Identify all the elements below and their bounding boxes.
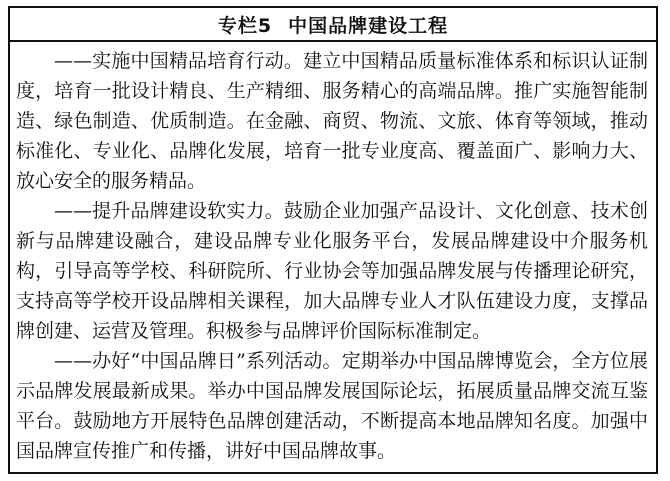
column-title: 中国品牌建设工程: [288, 14, 449, 37]
paragraph-3: ——办好“中国品牌日”系列活动。定期举办中国品牌博览会，全方位展示品牌发展最新成果。举办中国品牌发展国际论坛，拓展质量品牌交流互鉴平台。鼓励地方开展特色品牌创建活动，不断提高本地品牌知名度。加强中国品牌宣传推广和传播，讲好中国品牌故事。: [16, 350, 648, 462]
column-box: [8, 6, 658, 474]
paragraph-2: ——提升品牌建设软实力。鼓励企业加强产品设计、文化创意、技术创新与品牌建设融合，建设品牌专业化服务平台，发展品牌建设中介服务机构，引导高等学校、科研院所、行业协会等加强品牌发展与传播理论研究，支持高等学校开设品牌相关课程，加大品牌专业人才队伍建设力度，支撑品牌创建、运营及管理。积极参与品牌评价国际标准制定。: [16, 200, 648, 342]
column-title-bar: [10, 8, 656, 42]
column-content: [16, 46, 648, 466]
column-label: 专栏5: [217, 14, 273, 37]
paragraph-1: ——实施中国精品培育行动。建立中国精品质量标准体系和标识认证制度，培育一批设计精良、生产精细、服务精心的高端品牌。推广实施智能制造、绿色制造、优质制造。在金融、商贸、物流、文旅、体育等领域，推动标准化、专业化、品牌化发展，培育一批专业度高、覆盖面广、影响力大、放心安全的服务精品。: [16, 50, 648, 192]
